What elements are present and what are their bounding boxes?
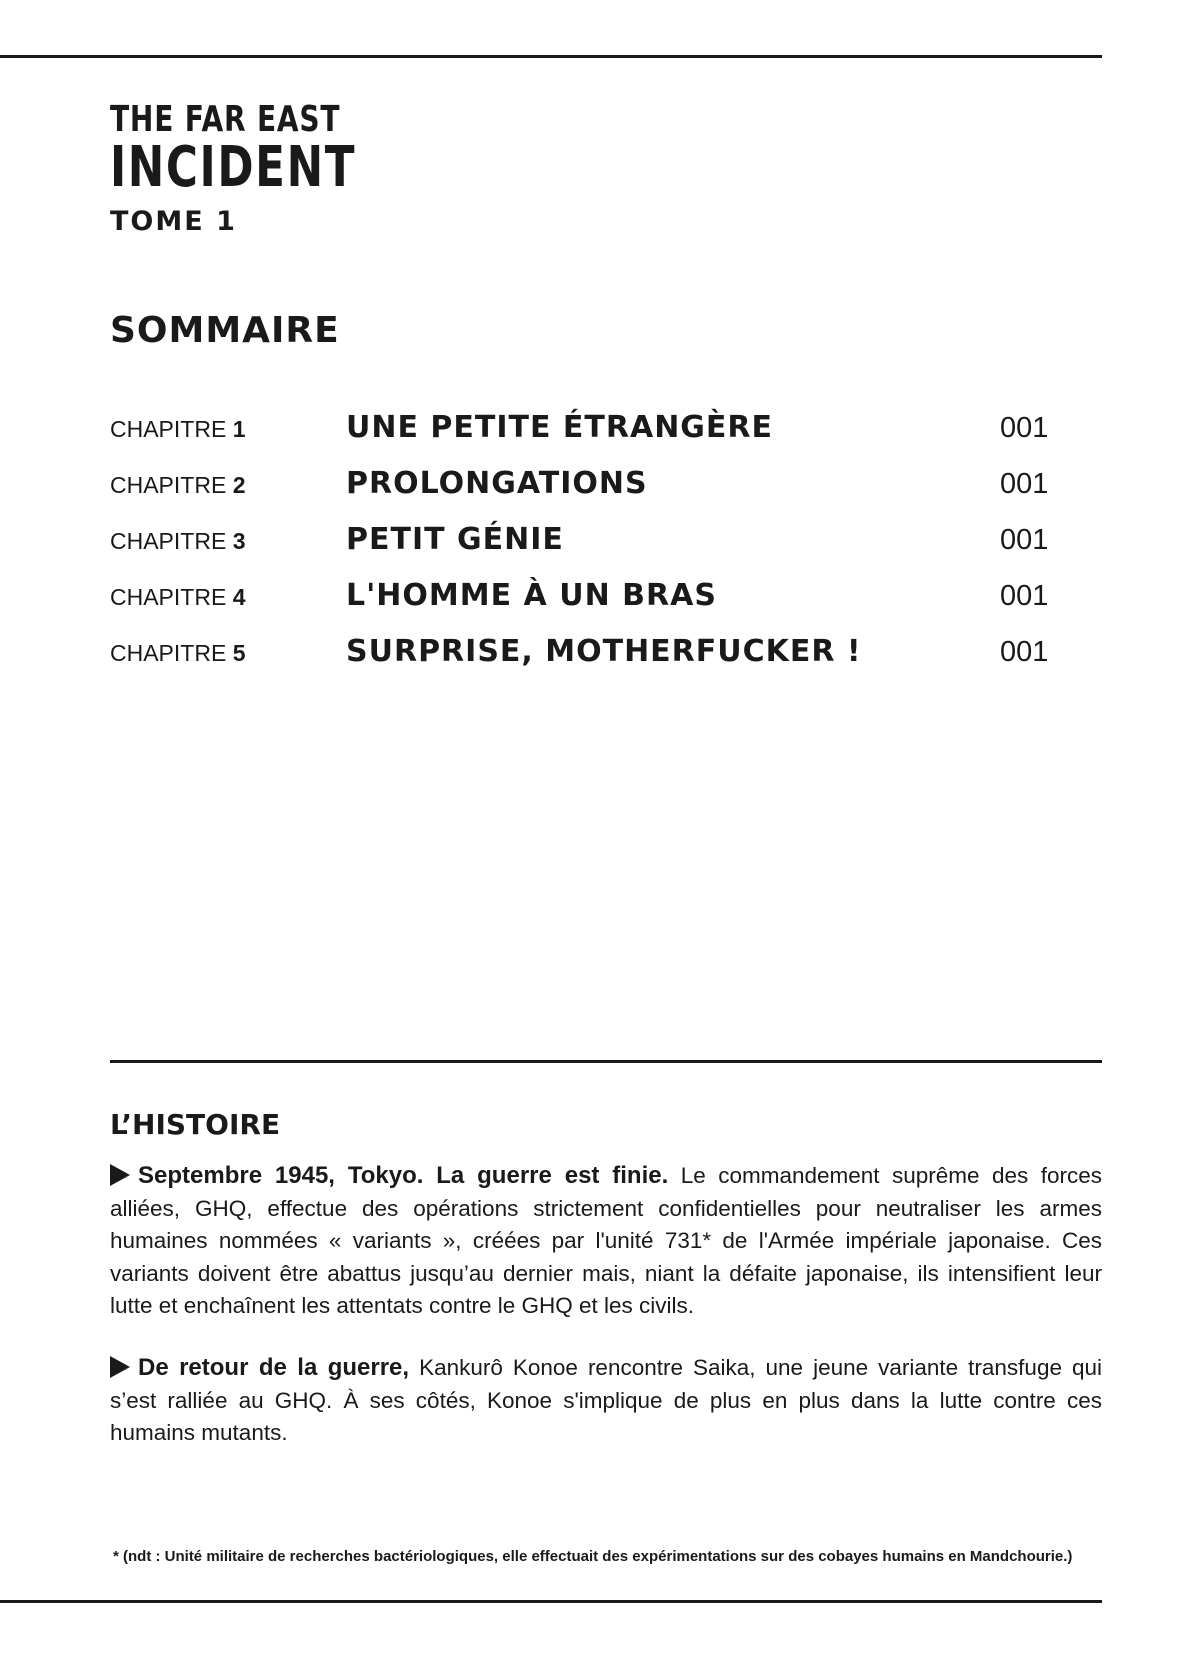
toc-page-number: 001	[1000, 580, 1049, 612]
toc-chapter-label	[110, 528, 245, 555]
title-line-2: INCIDENT	[110, 135, 357, 200]
paragraph-lead: De retour de la guerre,	[138, 1354, 410, 1381]
bottom-rule	[0, 1600, 1102, 1603]
chapter-number: 5	[232, 640, 246, 666]
chapter-word: CHAPITRE	[110, 472, 227, 498]
triangle-right-icon	[110, 1164, 130, 1186]
chapter-word: CHAPITRE	[110, 528, 227, 554]
chapter-word: CHAPITRE	[110, 640, 227, 666]
toc-page-number: 001	[1000, 524, 1049, 556]
title-line-1: THE FAR EAST	[110, 99, 341, 140]
chapter-number: 2	[232, 472, 246, 498]
toc-row-5	[110, 634, 1060, 690]
toc-page-number: 001	[1000, 468, 1049, 500]
table-of-contents	[110, 410, 1060, 690]
tome-label: TOME 1	[110, 206, 237, 237]
chapter-word: CHAPITRE	[110, 416, 227, 442]
footnote: * (ndt : Unité militaire de recherches bactériologiques, elle effectuait des expérimentations sur des cobayes humains en Mandchourie.)	[113, 1548, 1073, 1565]
toc-chapter-label	[110, 472, 245, 499]
paragraph-text: Kankurô Konoe rencontre Saika, une jeune variante transfuge qui s’est ralliée au GHQ. À ses côtés, Konoe s'implique de plus en plus dans la lutte contre ces humains mutants.	[110, 1355, 1102, 1445]
story-paragraph-1	[110, 1160, 1102, 1323]
toc-page-number: 001	[1000, 412, 1049, 444]
histoire-heading: L’HISTOIRE	[110, 1108, 281, 1141]
toc-row-3	[110, 522, 1060, 578]
toc-chapter-title: UNE PETITE ÉTRANGÈRE	[346, 410, 774, 445]
chapter-number: 4	[232, 584, 246, 610]
toc-row-2	[110, 466, 1060, 522]
sommaire-heading: SOMMAIRE	[110, 310, 340, 351]
triangle-right-icon	[110, 1356, 130, 1378]
paragraph-text: Le commandement suprême des forces alliées, GHQ, effectue des opérations strictement confidentielles pour neutraliser les armes humaines nommées « variants », créées par l'unité 731* de l'Armée impériale japonaise. Ces variants doivent être abattus jusqu’au dernier mais, niant la défaite japonaise, ils intensifient leur lutte et enchaînent les attentats contre le GHQ et les civils.	[110, 1163, 1102, 1318]
toc-chapter-label	[110, 640, 245, 667]
toc-chapter-title: L'HOMME À UN BRAS	[346, 578, 717, 613]
book-title	[110, 100, 425, 237]
chapter-number: 1	[232, 416, 246, 442]
chapter-number: 3	[232, 528, 246, 554]
toc-chapter-label	[110, 416, 245, 443]
section-divider	[110, 1060, 1102, 1063]
toc-page-number: 001	[1000, 636, 1049, 668]
toc-chapter-title: PETIT GÉNIE	[346, 522, 564, 557]
toc-row-4	[110, 578, 1060, 634]
toc-chapter-label	[110, 584, 245, 611]
toc-chapter-title: SURPRISE, MOTHERFUCKER !	[346, 634, 862, 669]
paragraph-lead: Septembre 1945, Tokyo. La guerre est finie.	[138, 1162, 669, 1189]
toc-row-1	[110, 410, 1060, 466]
story-paragraph-2	[110, 1352, 1102, 1450]
toc-chapter-title: PROLONGATIONS	[346, 466, 648, 501]
top-rule	[0, 55, 1102, 58]
chapter-word: CHAPITRE	[110, 584, 227, 610]
